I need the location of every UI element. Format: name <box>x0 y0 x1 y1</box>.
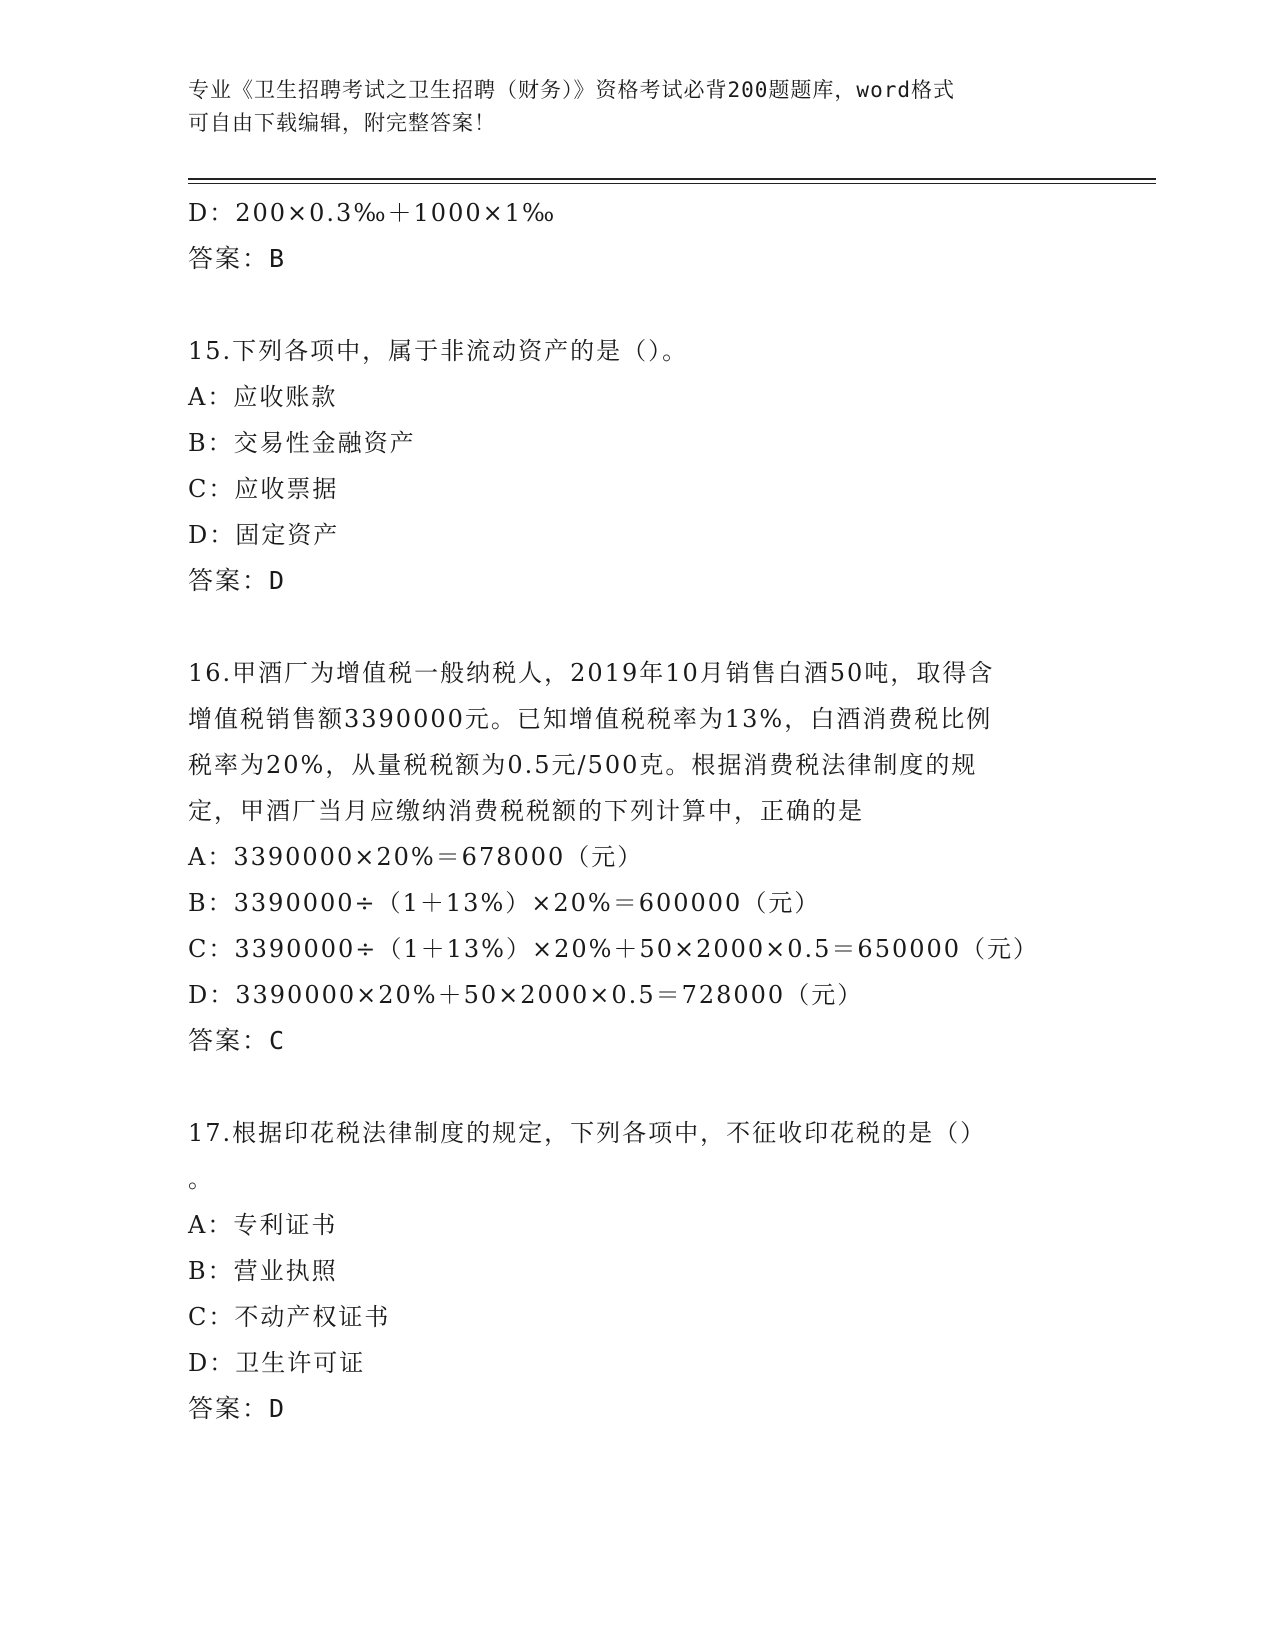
answer-label: 答案：D <box>188 1394 287 1423</box>
option-c: C：应收票据 <box>188 475 339 503</box>
question-stem-line: 16.甲酒厂为增值税一般纳税人，2019年10月销售白酒50吨，取得含 <box>188 659 995 687</box>
option-b: B：交易性金融资产 <box>188 429 416 457</box>
header-line-1: 专业《卫生招聘考试之卫生招聘（财务）》资格考试必背200题题库，word格式 <box>188 78 955 102</box>
document-header <box>188 74 1088 140</box>
header-divider-thick <box>188 178 1156 180</box>
question-17 <box>188 1110 1088 1432</box>
option-d: D：200×0.3‰＋1000×1‰ <box>188 199 557 227</box>
question-stem-line: 税率为20%，从量税税额为0.5元/500克。根据消费税法律制度的规 <box>188 751 978 779</box>
answer-label: 答案：D <box>188 566 287 595</box>
option-a: A：3390000×20%＝678000（元） <box>188 843 644 871</box>
option-b: B：营业执照 <box>188 1257 338 1285</box>
header-divider-thin <box>188 183 1156 184</box>
question-list <box>188 190 1088 1432</box>
option-d: D：卫生许可证 <box>188 1349 366 1377</box>
spacer <box>188 604 1088 650</box>
option-d: D：固定资产 <box>188 521 340 549</box>
question-stem-line: 。 <box>188 1165 214 1193</box>
question-14-tail <box>188 190 1088 282</box>
question-stem: 15.下列各项中，属于非流动资产的是（）。 <box>188 337 689 365</box>
spacer <box>188 1064 1088 1110</box>
option-a: A：应收账款 <box>188 383 338 411</box>
option-d: D：3390000×20%＋50×2000×0.5＝728000（元） <box>188 981 864 1009</box>
option-c: C：不动产权证书 <box>188 1303 391 1331</box>
question-16 <box>188 650 1088 1064</box>
question-stem-line: 定，甲酒厂当月应缴纳消费税税额的下列计算中，正确的是 <box>188 797 864 825</box>
spacer <box>188 282 1088 328</box>
option-b: B：3390000÷（1＋13%）×20%＝600000（元） <box>188 889 821 917</box>
option-c: C：3390000÷（1＋13%）×20%＋50×2000×0.5＝650000（元） <box>188 935 1040 963</box>
option-a: A：专利证书 <box>188 1211 338 1239</box>
question-stem-line: 增值税销售额3390000元。已知增值税税率为13%，白酒消费税比例 <box>188 705 993 733</box>
answer-label: 答案：C <box>188 1026 287 1055</box>
header-line-2: 可自由下载编辑，附完整答案！ <box>188 111 496 135</box>
question-15 <box>188 328 1088 604</box>
answer-label: 答案：B <box>188 244 287 273</box>
question-stem-line: 17.根据印花税法律制度的规定，下列各项中，不征收印花税的是（） <box>188 1119 987 1147</box>
